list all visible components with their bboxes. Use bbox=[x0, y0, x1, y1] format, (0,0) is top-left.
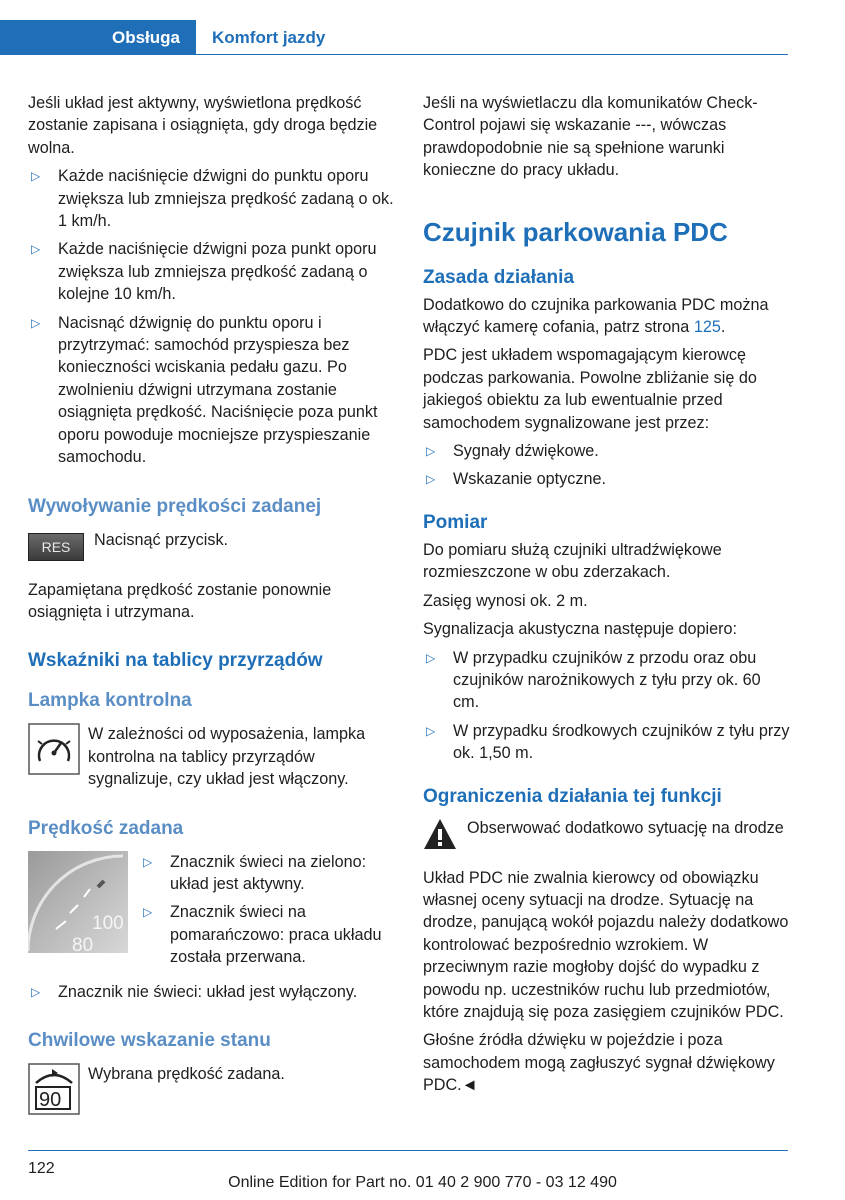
cruise-intro: Jeśli układ jest aktywny, wyświetlona prędkość zostanie zapisana i osiągnięta, gdy droga będzie wolna. bbox=[28, 94, 378, 157]
list-item bbox=[28, 165, 396, 232]
measure-bullets bbox=[423, 647, 791, 765]
page-link-125[interactable]: 125 bbox=[693, 318, 721, 337]
setspeed-off-bullet bbox=[28, 981, 396, 1003]
principle-p2: PDC jest układem wspomagającym kierowcę podczas parkowania. Powolne zbliżanie się do jakiegoś obiektu za lub ewentualnie przed samochodem sygnalizowane jest przez: bbox=[423, 346, 757, 432]
measure-p1: Do pomiaru służą czujniki ultradźwiękowe rozmieszczone w obu zderzakach. bbox=[423, 540, 722, 582]
principle-bullets bbox=[423, 440, 791, 491]
list-item-text: Znacznik świeci na zielono: układ jest aktywny. bbox=[170, 852, 367, 893]
gauge-label-100: 100 bbox=[92, 912, 124, 934]
limits-p2: Głośne źródła dźwięku w pojeździe i poza samochodem mogą zagłuszyć sygnał dźwiękowy PDC.◄ bbox=[423, 1031, 775, 1095]
principle-p1-end: . bbox=[720, 318, 726, 337]
principle-p1-text: Dodatkowo do czujnika parkowania PDC można włączyć kamerę cofania, patrz strona bbox=[423, 295, 769, 337]
principle-heading: Zasada działania bbox=[423, 266, 575, 288]
list-item bbox=[423, 468, 791, 490]
bullet-triangle-icon: ▷ bbox=[31, 242, 41, 257]
footer-divider bbox=[28, 1150, 788, 1151]
list-item bbox=[28, 238, 396, 305]
setspeed-block bbox=[28, 851, 396, 975]
list-item-text: W przypadku środkowych czujników z tyłu przy ok. 1,50 m. bbox=[453, 721, 790, 763]
principle-p1 bbox=[423, 294, 791, 339]
list-item-text: Każde naciśnięcie dźwigni poza punkt oporu zwiększa lub zmniejsza prędkość zadaną o kolejne 10 km/h. bbox=[58, 240, 377, 304]
lamp-heading: Lampka kontrolna bbox=[28, 690, 192, 712]
list-item-text: W przypadku czujników z przodu oraz obu czujników narożnikowych z tyłu przy ok. 60 cm. bbox=[453, 648, 761, 712]
bullet-triangle-icon: ▷ bbox=[426, 723, 436, 738]
recall-text: Nacisnąć przycisk. bbox=[94, 530, 229, 549]
bullet-triangle-icon: ▷ bbox=[31, 984, 41, 999]
header-chapter-tab[interactable]: Obsługa bbox=[0, 20, 196, 55]
recall-row bbox=[28, 529, 396, 569]
warning-icon bbox=[423, 817, 457, 857]
footer-edition: Online Edition for Part no. 01 40 2 900 770 - 03 12 490 bbox=[228, 1174, 617, 1191]
list-item bbox=[423, 720, 791, 765]
recall-heading: Wywoływanie prędkości zadanej bbox=[28, 495, 322, 517]
measure-heading: Pomiar bbox=[423, 511, 488, 533]
bullet-triangle-icon: ▷ bbox=[426, 472, 436, 487]
list-item bbox=[140, 851, 398, 896]
bullet-triangle-icon: ▷ bbox=[31, 315, 41, 330]
pdc-title: Czujnik parkowania PDC bbox=[423, 216, 728, 247]
bullet-triangle-icon: ▷ bbox=[143, 854, 153, 869]
list-item bbox=[28, 981, 396, 1003]
bullet-triangle-icon: ▷ bbox=[426, 650, 436, 665]
lamp-text: W zależności od wyposażenia, lampka kontrolna na tablicy przyrządów sygnalizuje, czy układ jest włączony. bbox=[88, 725, 366, 789]
res-button-icon bbox=[28, 529, 84, 561]
gauge-label-80: 80 bbox=[72, 934, 94, 953]
limits-p1: Układ PDC nie zwalnia kierowcy od obowiązku własnej oceny sytuacji na drodze. Sytuację na drodze, panującą wokół pojazdu należy dodatkowo kontrolować bezpośrednio wzrokiem. W przeciwnym razie mogłoby dojść do wypadku z powodu np. uczestników ruchu lub przedmiotów, które znajdują się poza zasięgiem czujników PDC. bbox=[423, 868, 789, 1021]
limits-heading: Ograniczenia działania tej funkcji bbox=[423, 785, 722, 807]
list-item-text: Wskazanie optyczne. bbox=[453, 470, 606, 489]
right-column bbox=[423, 92, 791, 1103]
speedometer-marker-icon bbox=[28, 851, 128, 953]
header-section-tab[interactable]: Komfort jazdy bbox=[212, 28, 326, 47]
list-item-text: Znacznik świeci na pomarańczowo: praca układu została przerwana. bbox=[170, 903, 382, 967]
temp-text: Wybrana prędkość zadana. bbox=[88, 1064, 285, 1083]
measure-p3: Sygnalizacja akustyczna następuje dopiero: bbox=[423, 620, 738, 639]
checkcontrol-intro: Jeśli na wyświetlaczu dla komunikatów Check-Control pojawi się wskazanie ---, wówczas prawdopodobnie nie są spełnione warunki konieczne do pracy układu. bbox=[423, 94, 758, 180]
setspeed-bullets bbox=[140, 851, 398, 975]
measure-p2: Zasięg wynosi ok. 2 m. bbox=[423, 591, 588, 610]
warning-text: Obserwować dodatkowo sytuację na drodze bbox=[467, 818, 784, 837]
set-speed-90-icon bbox=[28, 1063, 80, 1121]
list-item bbox=[140, 901, 398, 968]
res-button[interactable]: RES bbox=[28, 533, 84, 561]
list-item bbox=[423, 647, 791, 714]
temp-heading: Chwilowe wskazanie stanu bbox=[28, 1029, 271, 1051]
bullet-triangle-icon: ▷ bbox=[31, 169, 41, 184]
temp-row bbox=[28, 1063, 396, 1115]
left-column bbox=[28, 92, 396, 1125]
page-header bbox=[0, 0, 845, 56]
list-item bbox=[28, 312, 396, 469]
list-item-text: Sygnały dźwiękowe. bbox=[453, 442, 599, 461]
temp-icon-value: 90 bbox=[39, 1088, 62, 1111]
header-divider bbox=[196, 54, 788, 55]
cruise-bullets bbox=[28, 165, 396, 468]
list-item-text: Znacznik nie świeci: układ jest wyłączony. bbox=[58, 982, 358, 1001]
warning-row bbox=[423, 817, 791, 861]
list-item-text: Nacisnąć dźwignię do punktu oporu i przytrzymać: samochód przyspiesza bez konieczności wciskania pedału gazu. Po zwolnieniu dźwigni utrzymana zostanie osiągnięta prędkość. Naciśnięcie poza punkt oporu powoduje mocniejsze przyspieszanie samochodu. bbox=[58, 313, 378, 467]
list-item bbox=[423, 440, 791, 462]
cruise-control-lamp-icon bbox=[28, 723, 80, 781]
bullet-triangle-icon: ▷ bbox=[143, 905, 153, 920]
page-number: 122 bbox=[28, 1160, 55, 1177]
indicators-heading: Wskaźniki na tablicy przyrządów bbox=[28, 650, 323, 672]
setspeed-heading: Prędkość zadana bbox=[28, 817, 184, 839]
bullet-triangle-icon: ▷ bbox=[426, 444, 436, 459]
list-item-text: Każde naciśnięcie dźwigni do punktu oporu zwiększa lub zmniejsza prędkość zadaną o ok. 1 km/h. bbox=[58, 167, 394, 231]
recall-after: Zapamiętana prędkość zostanie ponownie osiągnięta i utrzymana. bbox=[28, 580, 332, 621]
lamp-row bbox=[28, 723, 396, 790]
